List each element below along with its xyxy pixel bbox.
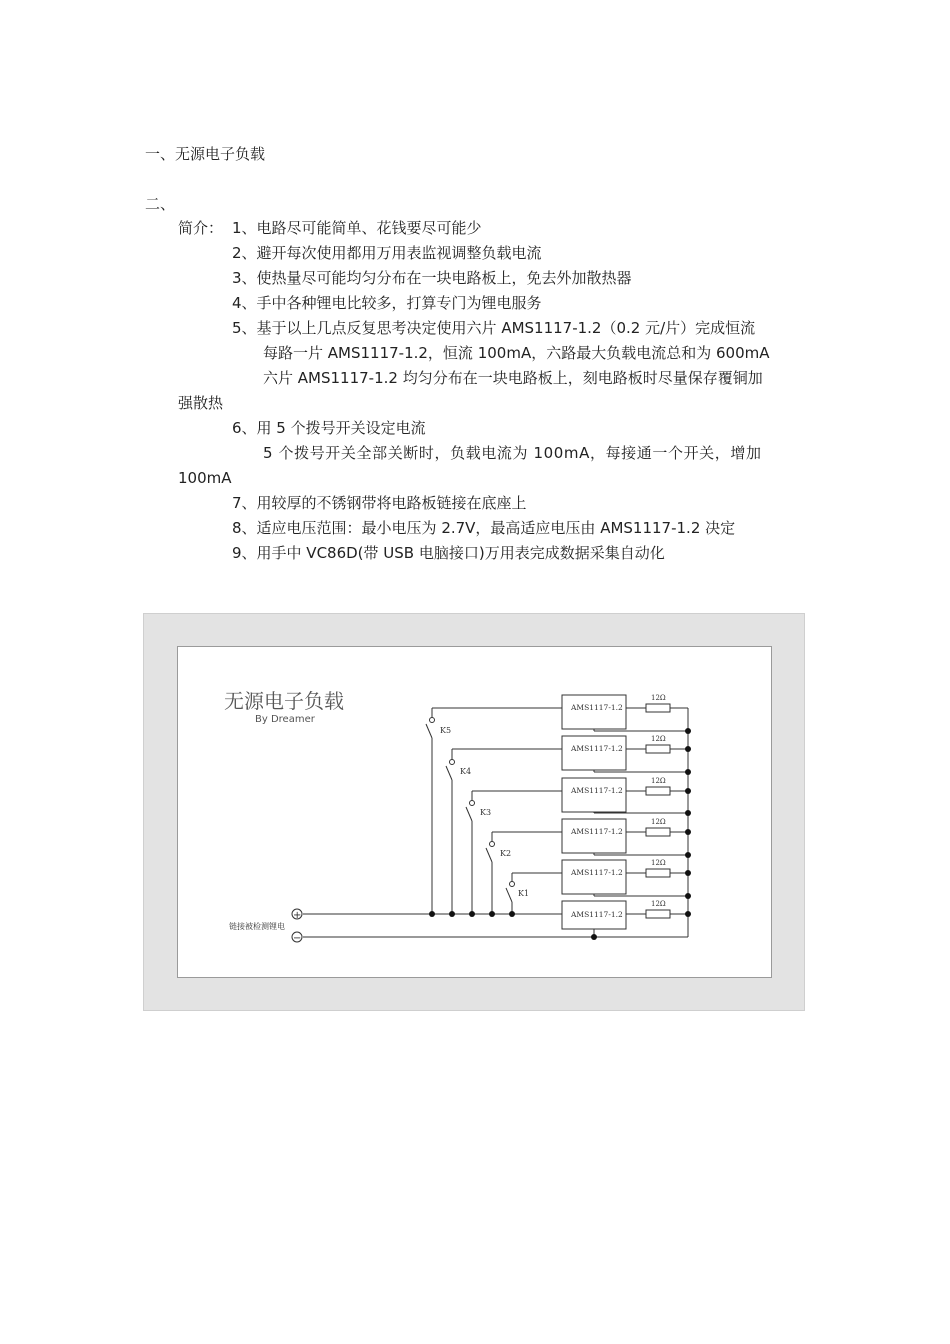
switch-labels (440, 726, 529, 898)
regulator-chip (562, 778, 626, 812)
resistor (646, 787, 670, 795)
resistor-label: 12Ω (651, 694, 666, 702)
regulator-label: AMS1117-1.2 (571, 868, 623, 877)
regulator-label: AMS1117-1.2 (571, 827, 623, 836)
terminal-label: 链接被检测锂电 (229, 922, 285, 931)
battery-terminals (292, 909, 302, 944)
resistor (646, 828, 670, 836)
switch-label: K2 (500, 849, 512, 858)
regulator-label: AMS1117-1.2 (571, 744, 623, 753)
resistor (646, 910, 670, 918)
minus-symbol: − (293, 933, 302, 944)
resistor-label: 12Ω (651, 777, 666, 785)
resistor-label: 12Ω (651, 735, 666, 743)
switch-label: K5 (440, 726, 452, 735)
circuit-wires (303, 708, 688, 937)
list-item-continuation: 每路一片 AMS1117-1.2，恒流 100mA，六路最大负载电流总和为 600mA (263, 344, 770, 362)
list-item-continuation: 100mA (178, 469, 232, 487)
intro-label: 简介： (178, 219, 224, 237)
resistor (646, 704, 670, 712)
resistor (646, 869, 670, 877)
list-item: 3、使热量尽可能均匀分布在一块电路板上，免去外加散热器 (232, 269, 632, 287)
list-item: 1、电路尽可能简单、花钱要尽可能少 (232, 219, 482, 237)
list-item: 6、用 5 个拨号开关设定电流 (232, 419, 426, 437)
diagram-title: 无源电子负载 (224, 689, 344, 713)
resistor-label: 12Ω (651, 818, 666, 826)
list-item: 5、基于以上几点反复思考决定使用六片 AMS1117-1.2（0.2 元/片）完成恒流 (232, 319, 756, 337)
switch-label: K3 (480, 808, 492, 817)
heading-passive-load: 一、无源电子负载 (145, 145, 266, 163)
regulator-chip (562, 860, 626, 894)
diagram-subtitle: By Dreamer (255, 714, 315, 725)
regulator-chip (562, 819, 626, 853)
plus-symbol: + (293, 910, 302, 921)
list-item-continuation: 六片 AMS1117-1.2 均匀分布在一块电路板上，刻电路板时尽量保存覆铜加 (263, 369, 763, 387)
resistor-label: 12Ω (651, 900, 666, 908)
resistor (646, 745, 670, 753)
regulator-chip (562, 695, 626, 729)
list-item: 2、避开每次使用都用万用表监视调整负载电流 (232, 244, 542, 262)
switch-label: K4 (460, 767, 472, 776)
list-item: 4、手中各种锂电比较多，打算专门为锂电服务 (232, 294, 542, 312)
regulator-chip (562, 736, 626, 770)
list-item-continuation: 5 个拨号开关全部关断时，负载电流为 100mA，每接通一个开关，增加 (263, 444, 762, 462)
resistor-label: 12Ω (651, 859, 666, 867)
regulator-label: AMS1117-1.2 (571, 703, 623, 712)
regulator-label: AMS1117-1.2 (571, 786, 623, 795)
switch-label: K1 (518, 889, 530, 898)
list-item: 8、适应电压范围：最小电压为 2.7V，最高适应电压由 AMS1117-1.2 决定 (232, 519, 736, 537)
list-item: 7、用较厚的不锈钢带将电路板链接在底座上 (232, 494, 527, 512)
list-item: 9、用手中 VC86D(带 USB 电脑接口)万用表完成数据采集自动化 (232, 544, 665, 562)
list-item-continuation: 强散热 (178, 394, 224, 412)
heading-section-2: 二、 (145, 195, 176, 213)
regulator-label: AMS1117-1.2 (571, 910, 623, 919)
